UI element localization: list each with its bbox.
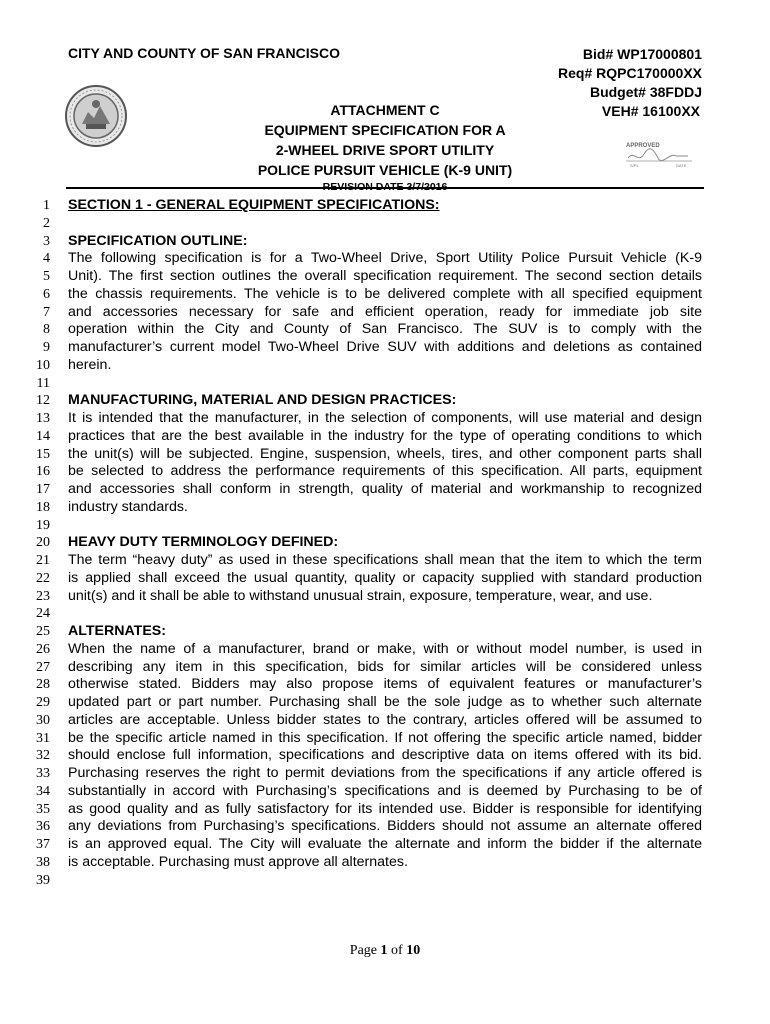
line-number: 35 xyxy=(36,801,50,817)
line-text: Purchasing reserves the right to permit deviations from the specifications if any article offered is xyxy=(68,765,702,781)
document-line xyxy=(0,215,770,233)
line-number: 34 xyxy=(36,783,50,799)
line-number: 21 xyxy=(36,553,50,568)
line-text: as good quality and as fully satisfactory for its intended use. Bidder is responsible for identifying xyxy=(68,800,702,817)
line-text: describing any item in this specification, bids for similar articles will be considered unless xyxy=(68,658,702,675)
document-line xyxy=(0,747,770,765)
line-text: practices that are the best available in the industry for the type of operating conditions to which xyxy=(68,427,702,444)
line-text: is applied shall exceed the usual quantity, quality or capacity supplied with standard production xyxy=(68,569,702,586)
document-line xyxy=(0,375,770,393)
bid-number: Bid# WP17000801 xyxy=(582,46,702,62)
document-line xyxy=(0,854,770,872)
line-text: unit(s) and it shall be able to withstand unusual strain, exposure, temperature, wear, and use. xyxy=(68,587,653,604)
line-number: 15 xyxy=(36,446,50,462)
line-number: 18 xyxy=(36,499,50,515)
line-number: 8 xyxy=(43,322,50,338)
title-line: POLICE PURSUIT VEHICLE (K-9 UNIT) xyxy=(257,162,513,178)
document-line xyxy=(0,534,770,552)
line-number: 29 xyxy=(36,695,50,710)
of-word: of xyxy=(391,943,403,958)
document-line xyxy=(0,836,770,854)
document-line xyxy=(0,552,770,570)
line-text: and accessories necessary for safe and efficient operation, ready for immediate job site xyxy=(68,303,702,320)
document-line xyxy=(0,570,770,588)
document-line xyxy=(0,428,770,446)
document-line xyxy=(0,765,770,783)
line-text: any deviations from Purchasing’s specifications. Bidders should not assume an alternate offered xyxy=(68,818,702,835)
document-line xyxy=(0,659,770,677)
line-number: 7 xyxy=(43,304,50,320)
page-word: Page xyxy=(349,943,378,958)
line-number: 19 xyxy=(36,517,50,533)
line-number: 37 xyxy=(36,837,50,852)
section-heading: MANUFACTURING, MATERIAL AND DESIGN PRACTICES: xyxy=(68,392,457,409)
page-footer xyxy=(0,943,770,959)
document-line xyxy=(0,357,770,375)
document-line xyxy=(0,712,770,730)
line-text: The following specification is for a Two-Wheel Drive, Sport Utility Police Pursuit Vehicle (K-9 xyxy=(68,250,702,267)
document-line xyxy=(0,872,770,890)
document-line xyxy=(0,588,770,606)
title-line: EQUIPMENT SPECIFICATION FOR A xyxy=(264,122,506,138)
document-line xyxy=(0,481,770,499)
line-number: 10 xyxy=(36,357,50,373)
revision-date: REVISION DATE 3/7/2016 xyxy=(322,181,448,193)
line-text: otherwise stated. Bidders may also propose items of equivalent features or manufacturer’s xyxy=(68,676,702,693)
line-text: the unit(s) will be subjected. Engine, suspension, wheels, tires, and other component parts shall xyxy=(68,445,702,462)
document-line xyxy=(0,694,770,712)
line-number: 39 xyxy=(36,872,50,888)
line-number: 36 xyxy=(36,819,50,835)
document-line xyxy=(0,783,770,801)
line-text: industry standards. xyxy=(68,498,188,515)
title-block xyxy=(220,100,550,195)
document-line xyxy=(0,446,770,464)
document-line xyxy=(0,641,770,659)
line-text: is an approved equal. The City will evaluate the alternate and inform the bidder if the alternate xyxy=(68,836,702,852)
line-number: 20 xyxy=(36,535,50,551)
line-number: 22 xyxy=(36,570,50,586)
section-heading: ALTERNATES: xyxy=(68,623,166,639)
document-line xyxy=(0,730,770,748)
line-text: The term “heavy duty” as used in these specifications shall mean that the item to which the term xyxy=(68,552,702,568)
document-line xyxy=(0,517,770,535)
line-number: 12 xyxy=(36,393,50,409)
line-text: operation within the City and County of San Francisco. The SUV is to comply with the xyxy=(68,321,702,338)
document-line xyxy=(0,339,770,357)
document-line xyxy=(0,623,770,641)
document-line xyxy=(0,463,770,481)
line-text: should enclose full information, specifications and descriptive data on items offered with its bid. xyxy=(68,747,702,764)
page-total: 10 xyxy=(406,943,421,958)
document-line xyxy=(0,233,770,251)
line-text: herein. xyxy=(68,356,112,373)
budget-number: Budget# 38FDDJ xyxy=(589,84,702,100)
page-number: 1 xyxy=(380,943,388,958)
header-divider xyxy=(66,187,704,189)
line-text: articles are acceptable. Unless bidder states to the contrary, articles offered will be assumed to xyxy=(68,711,702,728)
line-text: is acceptable. Purchasing must approve all alternates. xyxy=(68,853,408,870)
section-heading: HEAVY DUTY TERMINOLOGY DEFINED: xyxy=(68,534,339,551)
document-line xyxy=(0,676,770,694)
line-number: 23 xyxy=(36,588,50,604)
veh-number: VEH# 16100XX xyxy=(601,103,700,119)
line-text: When the name of a manufacturer, brand or make, with or without model number, is used in xyxy=(68,640,702,657)
document-line xyxy=(0,321,770,339)
line-number: 3 xyxy=(43,233,50,249)
line-number: 33 xyxy=(36,766,50,781)
svg-text:APPROVED: APPROVED xyxy=(626,143,660,149)
line-number: 13 xyxy=(36,411,50,426)
line-text: be the specific article named in this specification. If not offering the specific article named, bidder xyxy=(68,729,702,746)
svg-text:S/PL: S/PL xyxy=(630,163,639,168)
document-line xyxy=(0,801,770,819)
city-seal-icon xyxy=(64,84,128,148)
line-number: 2 xyxy=(43,215,50,231)
line-text: Unit). The first section outlines the overall specification requirement. The second section details xyxy=(68,268,702,284)
line-number: 30 xyxy=(36,712,50,728)
line-text: It is intended that the manufacturer, in the selection of components, will use material and design xyxy=(68,410,702,426)
title-line: 2-WHEEL DRIVE SPORT UTILITY xyxy=(275,142,495,158)
svg-text:DATE: DATE xyxy=(676,163,687,168)
document-line xyxy=(0,197,770,215)
line-number: 5 xyxy=(43,269,50,284)
line-number: 26 xyxy=(36,641,50,657)
line-text: the chassis requirements. The vehicle is to be delivered complete with all specified equipment xyxy=(68,285,702,302)
document-line xyxy=(0,286,770,304)
line-number: 31 xyxy=(36,730,50,746)
document-line xyxy=(0,268,770,286)
line-text: manufacturer’s current model Two-Wheel Drive SUV with additions and deletions as contained xyxy=(68,339,702,355)
line-number: 25 xyxy=(36,624,50,639)
line-number: 38 xyxy=(36,854,50,870)
document-line xyxy=(0,304,770,322)
line-number: 32 xyxy=(36,748,50,764)
title-line: ATTACHMENT C xyxy=(330,102,440,118)
organization-name: CITY AND COUNTY OF SAN FRANCISCO xyxy=(68,45,340,61)
line-number: 6 xyxy=(43,286,50,302)
document-ids xyxy=(558,45,702,121)
line-text: and accessories shall conform in strength, quality of material and workmanship to recognized xyxy=(68,481,702,497)
document-line xyxy=(0,499,770,517)
line-number: 11 xyxy=(36,375,50,391)
line-number: 17 xyxy=(36,482,50,497)
line-text: be selected to address the performance requirements of this specification. All parts, equipment xyxy=(68,463,702,480)
approval-signature-stamp xyxy=(620,140,700,170)
line-number: 28 xyxy=(36,677,50,693)
document-line xyxy=(0,392,770,410)
line-number: 4 xyxy=(43,251,50,267)
document-line xyxy=(0,410,770,428)
section-heading: SPECIFICATION OUTLINE: xyxy=(68,232,248,249)
req-number: Req# RQPC170000XX xyxy=(558,65,702,81)
line-number: 14 xyxy=(36,428,50,444)
document-body xyxy=(0,197,770,889)
line-number: 27 xyxy=(36,659,50,675)
document-line xyxy=(0,605,770,623)
line-text: updated part or part number. Purchasing shall be the sole judge as to whether such alternate xyxy=(68,694,702,710)
document-line xyxy=(0,818,770,836)
line-number: 24 xyxy=(36,606,50,622)
section-heading: SECTION 1 - GENERAL EQUIPMENT SPECIFICATIONS: xyxy=(68,197,440,213)
line-number: 16 xyxy=(36,464,50,480)
line-number: 1 xyxy=(43,198,50,213)
line-text: substantially in accord with Purchasing’s specifications and is deemed by Purchasing to be of xyxy=(68,782,702,799)
line-number: 9 xyxy=(43,340,50,355)
document-line xyxy=(0,250,770,268)
